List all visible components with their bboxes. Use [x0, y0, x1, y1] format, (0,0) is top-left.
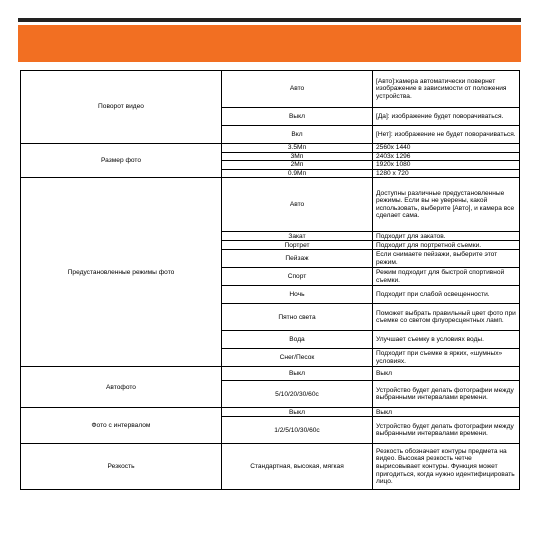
- setting-option: Выкл: [222, 367, 373, 381]
- table-row: [21, 367, 520, 381]
- setting-description: Резкость обозначает контуры предмета на видео. Высокая резкость четче вырисовывает контуры. Функция может пригодиться, когда нужно идентифицировать лицо.: [373, 444, 520, 490]
- setting-option: Ночь: [222, 286, 373, 304]
- setting-option: Вкл: [222, 126, 373, 144]
- setting-option: Выкл: [222, 108, 373, 126]
- setting-description: Выкл: [373, 408, 520, 417]
- setting-option: Спорт: [222, 268, 373, 286]
- setting-option: Выкл: [222, 408, 373, 417]
- setting-option: Портрет: [222, 241, 373, 250]
- setting-description: Если снимаете пейзажи, выберите этот режим.: [373, 250, 520, 268]
- setting-option: 3.5Мп: [222, 144, 373, 153]
- setting-name: Предустановленные режимы фото: [21, 178, 222, 367]
- table-row: [21, 178, 520, 232]
- setting-description: [Нет]: изображение не будет поворачиваться.: [373, 126, 520, 144]
- settings-table: [20, 70, 520, 490]
- setting-option: Снег/Песок: [222, 349, 373, 367]
- setting-option: Пятно света: [222, 304, 373, 331]
- setting-option: 0.9Мп: [222, 169, 373, 178]
- setting-name: Резкость: [21, 444, 222, 490]
- setting-description: 2403x 1296: [373, 152, 520, 161]
- setting-name: Размер фото: [21, 144, 222, 178]
- setting-description: 1280 x 720: [373, 169, 520, 178]
- setting-description: Поможет выбрать правильный цвет фото при съемке со светом флуоресцентных ламп.: [373, 304, 520, 331]
- setting-description: [Авто]:камера автоматически повернет изображение в зависимости от положения устройства.: [373, 71, 520, 108]
- setting-description: Устройство будет делать фотографии между выбранными интервалами времени.: [373, 417, 520, 444]
- setting-description: Подходит для портретной съемки.: [373, 241, 520, 250]
- setting-name: Автофото: [21, 367, 222, 408]
- setting-description: Выкл: [373, 367, 520, 381]
- setting-option: 3Мп: [222, 152, 373, 161]
- header-banner: [18, 25, 521, 62]
- setting-description: 1920x 1080: [373, 161, 520, 170]
- setting-description: Подходит при слабой освещенности.: [373, 286, 520, 304]
- setting-option: 5/10/20/30/60с: [222, 381, 373, 408]
- table-row: [21, 444, 520, 490]
- setting-description: Улучшает съемку в условиях воды.: [373, 331, 520, 349]
- setting-description: Устройство будет делать фотографии между выбранными интервалами времени.: [373, 381, 520, 408]
- table-row: [21, 408, 520, 417]
- setting-option: Пейзаж: [222, 250, 373, 268]
- setting-option: 2Мп: [222, 161, 373, 170]
- table-row: [21, 144, 520, 153]
- top-rule: [18, 18, 521, 22]
- setting-name: Поворот видео: [21, 71, 222, 144]
- setting-option: Закат: [222, 232, 373, 241]
- setting-description: 2560x 1440: [373, 144, 520, 153]
- setting-option: 1/2/5/10/30/60с: [222, 417, 373, 444]
- setting-description: Доступны различные предустановленные режимы. Если вы не уверены, какой использовать, выберите [Авто], и камера все сделает сама.: [373, 178, 520, 232]
- setting-name: Фото с интервалом: [21, 408, 222, 444]
- setting-description: Подходит при съемке в ярких, «шумных» условиях.: [373, 349, 520, 367]
- setting-option: Стандартная, высокая, мягкая: [222, 444, 373, 490]
- setting-option: Авто: [222, 71, 373, 108]
- setting-option: Вода: [222, 331, 373, 349]
- setting-description: Подходит для закатов.: [373, 232, 520, 241]
- table-row: [21, 71, 520, 108]
- setting-option: Авто: [222, 178, 373, 232]
- setting-description: [Да]: изображение будет поворачиваться.: [373, 108, 520, 126]
- setting-description: Режим подходит для быстрой спортивной съемки.: [373, 268, 520, 286]
